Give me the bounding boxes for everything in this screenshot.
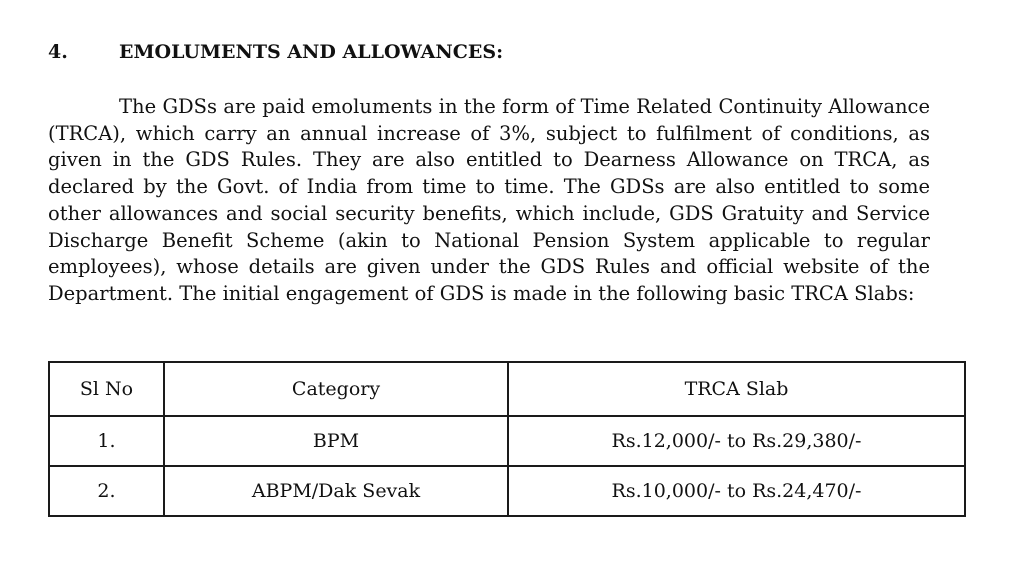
paragraph-text: The GDSs are paid emoluments in the form of Time Related Continuity Allowance (TRCA), which carry an annual increase of 3%, subject to fulfilment of conditions, as given in the GDS Rules. They are also entitled to Dearness Allowance on TRCA, as declared by the Govt. of India from time to time. The GDSs are also entitled to some other allowances and social security benefits, which include, GDS Gratuity and Service Discharge Benefit Scheme (akin to National Pension System applicable to regular employees), whose details are given under the GDS Rules and official website of the Department. The initial engagement of GDS is made in the following basic TRCA Slabs: bbox=[48, 95, 930, 305]
body-paragraph bbox=[48, 94, 930, 308]
table-row bbox=[49, 466, 965, 516]
cell-category: BPM bbox=[164, 416, 508, 466]
section-heading bbox=[48, 41, 503, 63]
table-row bbox=[49, 416, 965, 466]
cell-trca-slab: Rs.12,000/- to Rs.29,380/- bbox=[508, 416, 965, 466]
header-sl-no: Sl No bbox=[49, 362, 164, 416]
cell-sl-no: 2. bbox=[49, 466, 164, 516]
cell-sl-no: 1. bbox=[49, 416, 164, 466]
cell-trca-slab: Rs.10,000/- to Rs.24,470/- bbox=[508, 466, 965, 516]
section-number: 4. bbox=[48, 41, 68, 63]
section-title: EMOLUMENTS AND ALLOWANCES: bbox=[119, 41, 504, 63]
trca-slab-table bbox=[48, 361, 966, 517]
cell-category: ABPM/Dak Sevak bbox=[164, 466, 508, 516]
header-trca-slab: TRCA Slab bbox=[508, 362, 965, 416]
table-header-row bbox=[49, 362, 965, 416]
header-category: Category bbox=[164, 362, 508, 416]
